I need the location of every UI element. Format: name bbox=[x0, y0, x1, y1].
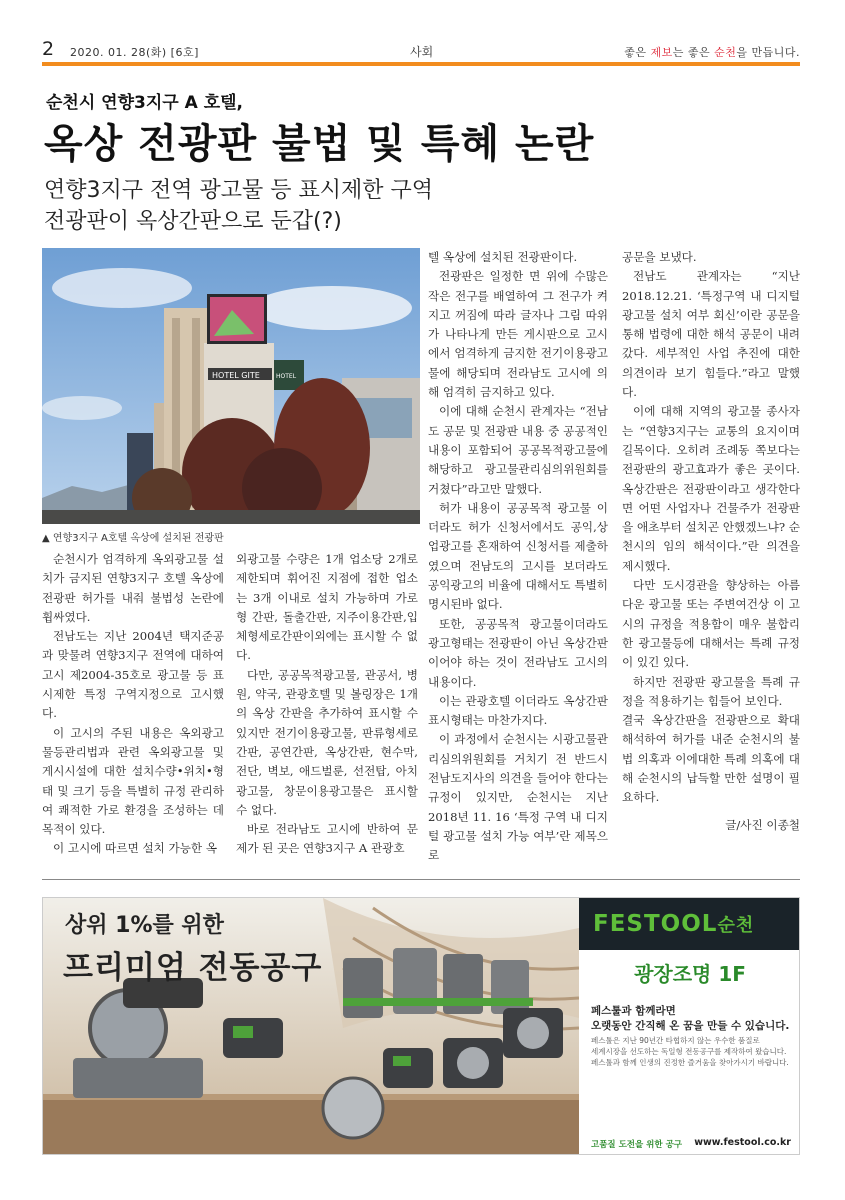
paragraph: 이 과정에서 순천시는 시광고물관리심의위원회를 거치기 전 반드시 전남도지사의 의견을 들어야 한다는 규정이 있지만, 순천시는 지난 2018년 11. 16 ‘특정 구역 내 디지털 광고물 설치 가능 여부’란 제목으로 bbox=[428, 732, 608, 863]
article-column-3 bbox=[428, 248, 608, 866]
paragraph: 전남도는 지난 2004년 택지준공과 맞물려 연향3지구 전역에 대하여 고시 제2004-35호로 광고물 등 표시제한 특정 구역지정으로 고시했다. bbox=[42, 629, 224, 721]
paragraph: 다만, 공공목적광고물, 관공서, 병원, 약국, 관광호텔 및 볼링장은 1개의 옥상 간판을 추가하여 표시할 수 있지만 전기이용광고물, 판류형세로간판, 공연간판, 옥상간판, 현수막, 전단, 벽보, 애드벌룬, 선전탑, 아치 광고물, 창문이용광고물은 표시할 수 없다. bbox=[236, 667, 418, 817]
ad-divider bbox=[42, 879, 800, 880]
paragraph: 전광판은 일정한 면 위에 수많은 작은 전구를 배열하여 그 전구가 켜지고 꺼짐에 따라 글자나 그림 따위가 나타나게 만든 게시판으로 고시에서 엄격하게 금지한 전기이용광고물에 해당되며 전라남도 고시에 의해 엄격히 금지하고 있다. bbox=[428, 269, 608, 400]
photo-caption: ▲ 연향3지구 A호텔 옥상에 설치된 전광판 bbox=[42, 533, 224, 544]
article-kicker: 순천시 연향3지구 A 호텔, bbox=[46, 93, 243, 113]
festool-city: 순천 bbox=[717, 915, 755, 936]
paragraph: 순천시가 엄격하게 옥외광고물 설치가 금지된 연향3지구 호텔 옥상에 전광판 허가를 내줘 불법성 논란에 휩싸였다. bbox=[42, 552, 224, 624]
ad-copy-line-1: 페스툴과 함께라면 bbox=[591, 1005, 676, 1017]
paragraph: 허가 내용이 공공목적 광고물 이더라도 허가 신청서에서도 공익,상업광고를 혼재하여 신청서를 제출하였으며 전남도의 고시를 보더라도 공익광고의 비율에 대해서도 특별히 명시된바 없다. bbox=[428, 500, 608, 612]
store-name: 광장조명 1F bbox=[634, 962, 746, 986]
ad-small-line-3: 페스툴과 함께 인생의 진정한 즐거움을 찾아가시기 바랍니다. bbox=[591, 1058, 789, 1067]
paragraph: 공문을 보냈다. bbox=[622, 250, 697, 264]
slogan-part-1: 좋은 bbox=[624, 46, 651, 59]
slogan-part-2: 는 좋은 bbox=[672, 46, 715, 59]
paper-slogan bbox=[624, 44, 800, 60]
ad-footer bbox=[579, 1130, 800, 1155]
article-column-4 bbox=[622, 248, 800, 835]
header-rule bbox=[42, 62, 800, 66]
ad-slogan: 고품질 도전을 위한 공구 bbox=[591, 1140, 682, 1150]
ad-headline-1: 상위 1%를 위한 bbox=[65, 913, 224, 938]
festool-advertisement[interactable] bbox=[42, 897, 800, 1155]
section-label: 사회 bbox=[410, 45, 434, 59]
festool-logo bbox=[593, 911, 754, 937]
paragraph: 결국 옥상간판을 전광판으로 확대 해석하여 허가를 내준 순천시의 불법 의혹과 이에대한 특례 의혹에 대해 순천시의 납득할 만한 설명이 필요하다. bbox=[622, 713, 800, 805]
paragraph: 하지만 전광판 광고물을 특례 규정을 적용하기는 힘들어 보인다. bbox=[622, 674, 800, 708]
article-subhead-2: 전광판이 옥상간판으로 둔갑(?) bbox=[44, 209, 342, 234]
ad-headline-2: 프리미엄 전동공구 bbox=[63, 950, 323, 986]
paragraph: 이는 관광호텔 이더라도 옥상간판 표시형태는 마찬가지다. bbox=[428, 693, 608, 728]
paragraph: 바로 전라남도 고시에 반하여 문제가 된 곳은 연향3지구 A 관광호 bbox=[236, 822, 418, 856]
ad-visual bbox=[43, 898, 579, 1155]
article-photo bbox=[42, 248, 420, 524]
paragraph: 이에 대해 지역의 광고물 종사자는 “연향3지구는 교통의 요지이며 길목이다. 오히려 조례동 쪽보다는 전광판의 광고효과가 좋은 곳이다. 옥상간판은 전광판이라고 생각한다면 어떤 사업자나 건물주가 전광판을 애초부터 설치곤 안했겠느냐? 순천시의 임의 해석이다.”란 의견을 제시했다. bbox=[622, 404, 800, 573]
ad-copy-line-2: 오랫동안 간직해 온 꿈을 만들 수 있습니다. bbox=[591, 1020, 790, 1032]
article-headline: 옥상 전광판 불법 및 특혜 논란 bbox=[44, 121, 595, 167]
paragraph: 전남도 관계자는 “지난 2018.12.21. ‘특정구역 내 디지털광고물 설치 여부 회신’이란 공문을 통해 법령에 대한 해석 공문이 내려갔다. 세부적인 사업 추진에 대한 의견이라 보기 힘들다.”라고 말했다. bbox=[622, 269, 800, 400]
article-subhead-1: 연향3지구 전역 광고물 등 표시제한 구역 bbox=[44, 178, 433, 203]
festool-brand: FESTOOL bbox=[593, 911, 718, 937]
paragraph: 또한, 공공목적 광고물이더라도 광고형태는 전광판이 아닌 옥상간판 이어야 하는 것이 전라남도 고시의 내용이다. bbox=[428, 616, 608, 689]
article-column-2 bbox=[236, 550, 418, 859]
slogan-part-3: 을 만듭니다. bbox=[736, 46, 800, 59]
article-byline: 글/사진 이종철 bbox=[725, 817, 800, 832]
slogan-red-1: 제보 bbox=[650, 46, 673, 59]
issue-date: 2020. 01. 28(화) [6호] bbox=[70, 46, 199, 59]
paragraph: 이에 대해 순천시 관계자는 “전남도 공문 및 전광판 내용 중 공공적인 내용이 포함되어 공공목적광고물에 해당하고 광고물관리심의위원회를 거쳤다”라고만 말했다. bbox=[428, 404, 608, 496]
slogan-red-2: 순천 bbox=[714, 46, 737, 59]
paragraph: 외광고물 수량은 1개 업소당 2개로 제한되며 휘어진 지점에 접한 업소는 3개 이내로 설치 가능하며 가로형 간판, 돌출간판, 지주이용간판,입체형세로간판이외에는 표시할 수 없다. bbox=[236, 552, 418, 663]
ad-small-line-2: 세계시장을 선도하는 독일형 전동공구를 제작하여 왔습니다. bbox=[591, 1047, 787, 1056]
festool-logo-bar bbox=[579, 898, 800, 950]
paragraph: 이 고시에 따르면 설치 가능한 옥 bbox=[53, 841, 218, 856]
article-column-1 bbox=[42, 550, 224, 859]
page-number: 2 bbox=[42, 38, 55, 60]
ad-url-link[interactable]: www.festool.co.kr bbox=[694, 1137, 791, 1148]
paragraph: 이 고시의 주된 내용은 옥외광고물등관리법과 관련 옥외광고물 및 게시시설에 대한 설치수량•위치•형태 및 크기 등을 특별히 규정 관리하여 쾌적한 가로 환경을 조성하는 데 목적이 있다. bbox=[42, 725, 224, 837]
paragraph: 다만 도시경관을 향상하는 아름다운 광고물 또는 주변여건상 이 고시의 규정을 적용함이 매우 불합리한 광고물등에 대해서는 특례 규정이 있긴 있다. bbox=[622, 578, 800, 670]
paragraph: 텔 옥상에 설치된 전광판이다. bbox=[428, 250, 578, 264]
hotel-sign-2: HOTEL bbox=[276, 373, 297, 380]
ad-small-line-1: 페스툴은 지난 90년간 타협하지 않는 우수한 품질로 bbox=[591, 1036, 760, 1045]
ad-info-panel bbox=[579, 898, 800, 1155]
hotel-sign: HOTEL GITE bbox=[212, 371, 260, 380]
